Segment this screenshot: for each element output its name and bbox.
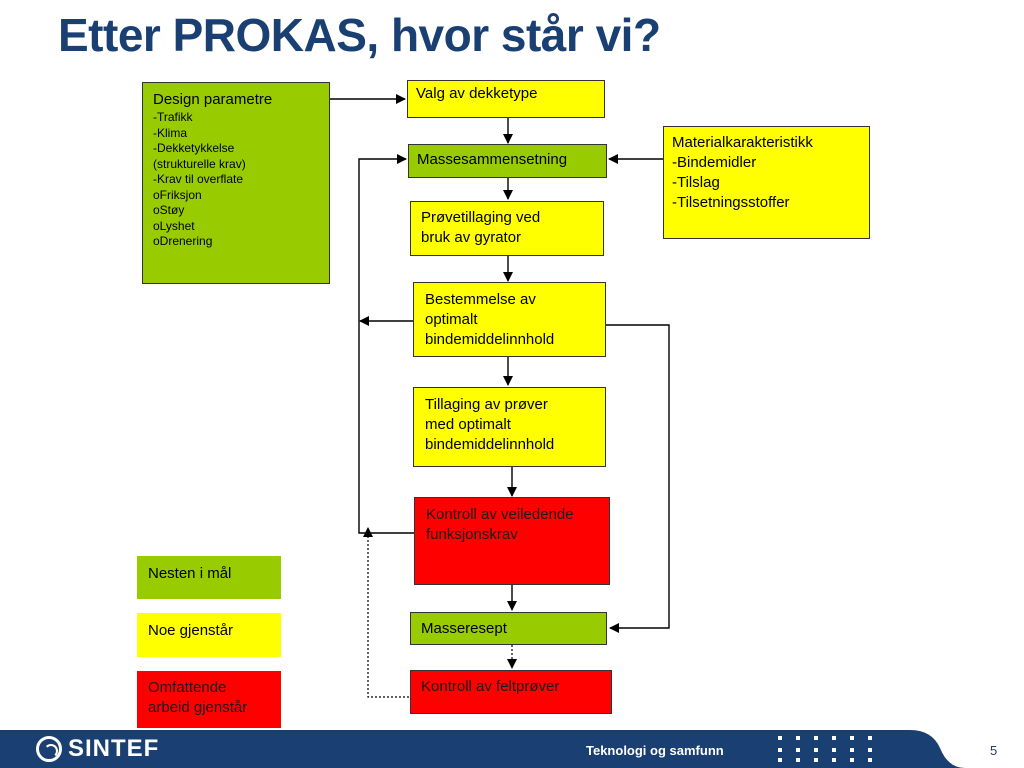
box-text: Valg av dekketype	[416, 85, 538, 102]
design-item: -Dekketykkelse	[153, 141, 235, 155]
design-item: oStøy	[153, 203, 185, 217]
footer-bar	[0, 730, 1024, 768]
box-text: bruk av gyrator	[421, 229, 522, 246]
design-item: -Klima	[153, 125, 188, 140]
box-text: Kontroll av veiledende	[426, 506, 574, 523]
kontroll-veiledende-box	[414, 497, 610, 585]
box-text: bindemiddelinnhold	[425, 436, 555, 453]
box-text: Kontroll av feltprøver	[421, 678, 560, 695]
design-item: oFriksjon	[153, 187, 202, 202]
logo-text: SINTEF	[68, 735, 160, 762]
materialkarakteristikk-box	[663, 126, 870, 239]
legend-omfattende	[137, 671, 281, 728]
design-parameters-box	[142, 82, 330, 284]
design-parameters-heading: Design parametre	[153, 91, 273, 108]
massesammensetning-box	[408, 144, 607, 178]
bestemmelse-box	[413, 282, 606, 357]
valg-av-dekketype-box	[407, 80, 605, 118]
design-item: (strukturelle krav)	[153, 156, 246, 171]
legend-text: Noe gjenstår	[148, 622, 234, 639]
arrow-kontroll-loop-to-masse	[359, 159, 414, 533]
page-number: 5	[990, 743, 998, 758]
box-text: med optimalt	[425, 416, 511, 433]
box-text: optimalt	[425, 311, 478, 328]
footer-tagline: Teknologi og samfunn	[586, 743, 724, 758]
box-text: -Tilslag	[672, 174, 720, 191]
box-text: Masseresept	[421, 620, 507, 637]
box-text: -Tilsetningsstoffer	[672, 194, 790, 211]
box-text: Bestemmelse av	[425, 291, 536, 308]
box-text: Prøvetillaging ved	[421, 209, 541, 226]
design-item: oLyshet	[153, 218, 195, 233]
dots-pattern	[778, 736, 888, 762]
design-item: -Trafikk	[153, 110, 193, 124]
box-text: Massesammensetning	[417, 151, 568, 168]
legend-noe-gjenstar	[137, 613, 281, 657]
box-text: Materialkarakteristikk	[672, 134, 813, 151]
box-text: funksjonskrav	[426, 526, 518, 543]
masseresept-box	[410, 612, 607, 645]
box-text: Tillaging av prøver	[425, 396, 548, 413]
box-text: -Bindemidler	[672, 154, 757, 171]
legend-text: arbeid gjenstår	[148, 699, 248, 716]
provetillaging-box	[410, 201, 604, 256]
tillaging-av-prover-box	[413, 387, 606, 467]
sintef-logo-icon	[36, 736, 62, 762]
legend-text: Omfattende	[148, 679, 227, 696]
legend-text: Nesten i mål	[148, 565, 232, 582]
page-title: Etter PROKAS, hvor står vi?	[58, 9, 661, 61]
sintef-logo	[36, 734, 159, 764]
legend-nesten-i-mal	[137, 556, 281, 599]
design-item: oDrenering	[153, 234, 213, 248]
kontroll-feltprover-box	[410, 670, 612, 714]
arrow-felt-loop-to-kontroll	[368, 528, 409, 697]
box-text: bindemiddelinnhold	[425, 331, 555, 348]
design-item: -Krav til overflate	[153, 172, 244, 186]
